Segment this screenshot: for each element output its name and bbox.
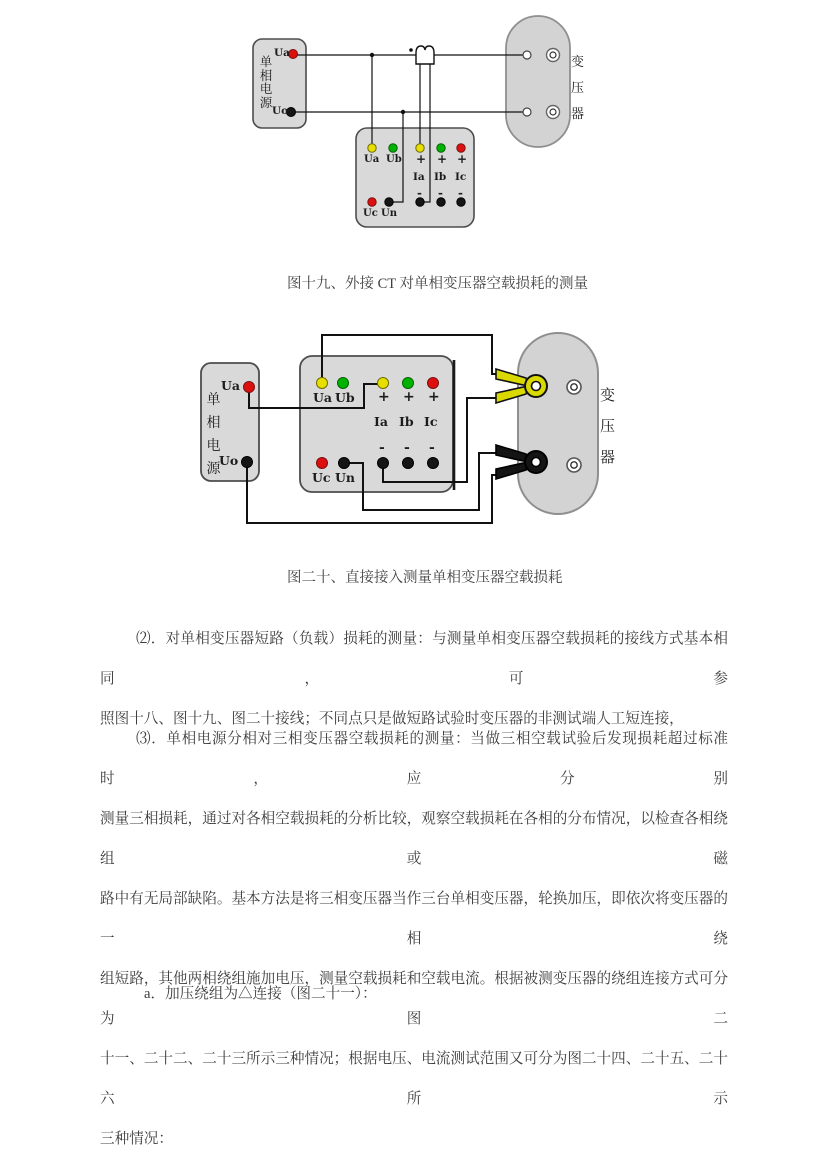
- meter-ua-label: Ua: [364, 154, 380, 165]
- transformer-terminal-left-top: [523, 51, 531, 59]
- ct-polarity-dot: [409, 48, 413, 52]
- ia-minus-label: -: [379, 440, 385, 456]
- paragraph-line: 测量三相损耗，通过对各相空载损耗的分析比较，观察空载损耗在各相的分布情况，以检查各相绕组或磁: [100, 811, 728, 867]
- transformer-terminal-right-bottom-inner: [571, 462, 577, 468]
- transformer-terminal-right-bottom-inner: [550, 109, 556, 115]
- ib-label: Ib: [434, 171, 447, 183]
- ic-minus-label: -: [458, 186, 463, 200]
- terminal-source-uo: [242, 457, 253, 468]
- ic-plus-label: +: [457, 152, 468, 166]
- source-ua-label: Ua: [274, 47, 290, 59]
- figure20-caption: 图二十、直接接入测量单相变压器空载损耗: [287, 570, 563, 586]
- ib-plus-label: +: [403, 389, 415, 405]
- ia-plus-label: +: [378, 389, 390, 405]
- ia-label: Ia: [374, 414, 388, 429]
- terminal-uc: [368, 198, 376, 206]
- terminal-uc: [317, 458, 328, 469]
- source-uo-label: Uo: [219, 453, 239, 468]
- yellow-clamp-hole: [532, 382, 541, 391]
- terminal-ub: [389, 144, 397, 152]
- terminal-ia-plus: [378, 378, 389, 389]
- terminal-ic-plus: [457, 144, 465, 152]
- terminal-un: [385, 198, 393, 206]
- item-a: [100, 974, 728, 1014]
- transformer-body: [506, 16, 570, 147]
- ct-clamp-icon: [416, 46, 434, 64]
- source-ua-label: Ua: [221, 378, 241, 393]
- paragraph-line: 三种情况：: [100, 1131, 173, 1147]
- meter-ub-label: Ub: [386, 154, 402, 165]
- terminal-ub: [338, 378, 349, 389]
- paragraph-line: 照图十八、图十九、图二十接线；不同点只是做短路试验时变压器的非测试端人工短连接，: [100, 711, 684, 727]
- meter-un-label: Un: [381, 208, 397, 219]
- source-uo-label: Uo: [272, 105, 289, 117]
- figure19-caption: 图十九、外接 CT 对单相变压器空载损耗的测量: [287, 276, 589, 292]
- paragraph-line: ⑶．单相电源分相对三相变压器空载损耗的测量：当做三相空载试验后发现损耗超过标准时，应分别: [100, 731, 728, 787]
- ib-plus-label: +: [437, 152, 448, 166]
- ic-minus-label: -: [429, 440, 435, 456]
- terminal-ua: [317, 378, 328, 389]
- transformer-label: 变压器: [599, 388, 615, 466]
- paragraph-line: ⑵．对单相变压器短路（负载）损耗的测量：与测量单相变压器空载损耗的接线方式基本相同，可参: [100, 631, 728, 687]
- paragraph-line: a．加压绕组为△连接（图二十一）：: [144, 986, 377, 1002]
- junction-dot: [370, 53, 374, 57]
- transformer-terminal-left-bottom: [523, 108, 531, 116]
- ia-plus-label: +: [416, 152, 427, 166]
- meter-un-label: Un: [335, 470, 355, 485]
- terminal-ic-minus: [428, 458, 439, 469]
- ia-label: Ia: [413, 171, 425, 183]
- terminal-source-ua: [244, 382, 255, 393]
- source-label: 单相电源: [259, 55, 273, 110]
- paragraph-3: [100, 719, 728, 1159]
- transformer-terminal-right-top-inner: [550, 52, 556, 58]
- terminal-ic-plus: [428, 378, 439, 389]
- black-clamp-hole: [532, 458, 541, 467]
- meter-uc-label: Uc: [312, 470, 331, 485]
- terminal-ua: [368, 144, 376, 152]
- terminal-un: [339, 458, 350, 469]
- meter-ua-label: Ua: [313, 390, 333, 405]
- ib-label: Ib: [399, 414, 414, 429]
- meter-ub-label: Ub: [335, 390, 355, 405]
- terminal-ia-plus: [416, 144, 424, 152]
- terminal-ia-minus: [378, 458, 389, 469]
- terminal-ib-minus: [403, 458, 414, 469]
- ic-plus-label: +: [428, 389, 440, 405]
- paragraph-line: 组短路，其他两相绕组施加电压，测量空载损耗和空载电流。根据被测变压器的绕组连接方式可分为图二: [100, 971, 728, 1027]
- terminal-ib-plus: [403, 378, 414, 389]
- ic-label: Ic: [455, 171, 467, 183]
- paragraph-line: 十一、二十二、二十三所示三种情况；根据电压、电流测试范围又可分为图二十四、二十五、二十六所示: [100, 1051, 728, 1107]
- meter-uc-label: Uc: [363, 208, 378, 219]
- transformer-label: 变压器: [570, 54, 584, 121]
- figure19-diagram: [253, 16, 570, 227]
- junction-dot: [401, 110, 405, 114]
- ib-minus-label: -: [404, 440, 410, 456]
- ib-minus-label: -: [438, 186, 443, 200]
- ic-label: Ic: [424, 414, 438, 429]
- transformer-body: [518, 333, 598, 514]
- ia-minus-label: -: [417, 186, 422, 200]
- transformer-terminal-right-top-inner: [571, 384, 577, 390]
- terminal-ib-plus: [437, 144, 445, 152]
- paragraph-line: 路中有无局部缺陷。基本方法是将三相变压器当作三台单相变压器，轮换加压，即依次将变压器的一相绕: [100, 891, 728, 947]
- source-label: 单相电源: [206, 393, 221, 477]
